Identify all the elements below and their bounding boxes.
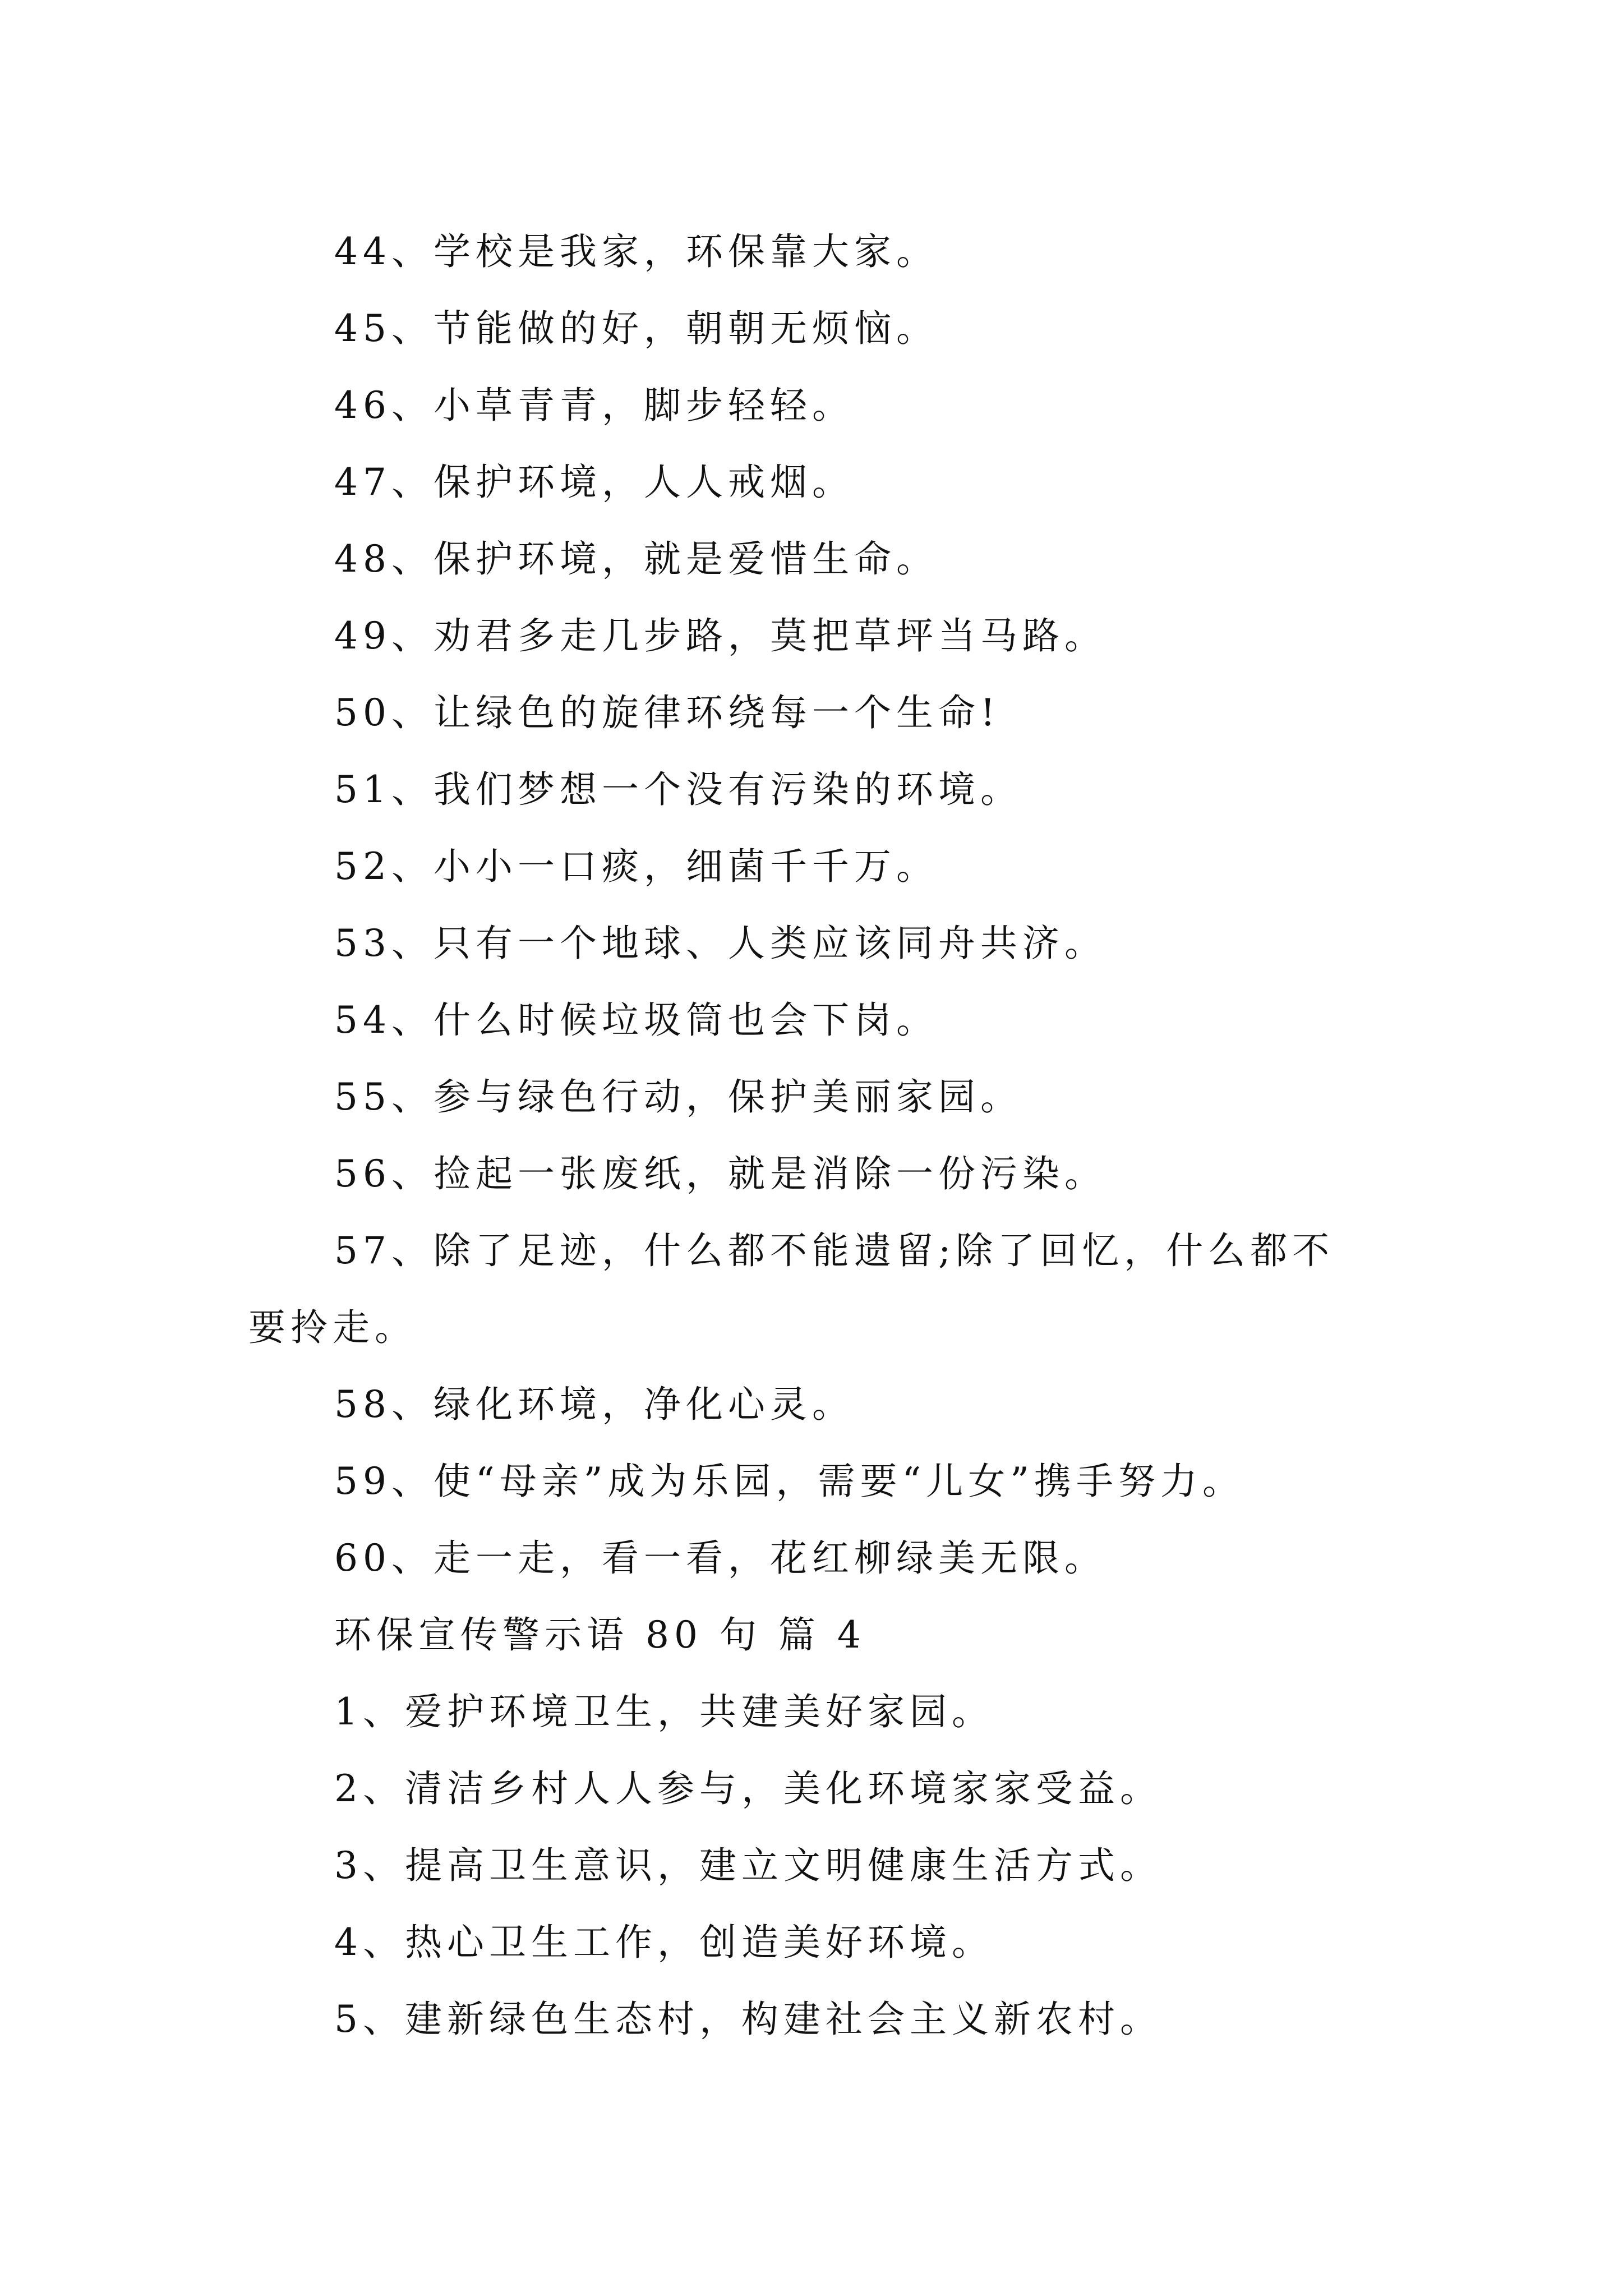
list-item-continuation: 要拎走。 <box>248 1306 417 1349</box>
list-item: 59、使“母亲”成为乐园，需要“儿女”携手努力。 <box>334 1460 1244 1503</box>
list-item: 60、走一走，看一看，花红柳绿美无限。 <box>334 1536 1106 1580</box>
list-item: 4、热心卫生工作，创造美好环境。 <box>334 1921 994 1964</box>
list-item: 52、小小一口痰，细菌千千万。 <box>334 845 938 888</box>
list-item: 48、保护环境，就是爱惜生命。 <box>334 537 938 581</box>
list-item: 44、学校是我家，环保靠大家。 <box>334 230 938 273</box>
list-item: 54、什么时候垃圾筒也会下岗。 <box>334 999 938 1042</box>
list-item: 5、建新绿色生态村，构建社会主义新农村。 <box>334 1998 1162 2041</box>
list-item: 50、让绿色的旋律环绕每一个生命! <box>334 691 1000 734</box>
slogan-list <box>248 213 1393 2058</box>
list-item: 47、保护环境，人人戒烟。 <box>334 461 854 504</box>
list-item: 55、参与绿色行动，保护美丽家园。 <box>334 1075 1022 1119</box>
list-item: 49、劝君多走几步路，莫把草坪当马路。 <box>334 614 1106 657</box>
list-item: 58、绿化环境，净化心灵。 <box>334 1383 854 1426</box>
list-item: 46、小草青青，脚步轻轻。 <box>334 384 854 427</box>
list-item: 56、捡起一张废纸，就是消除一份污染。 <box>334 1152 1106 1195</box>
list-item: 45、节能做的好，朝朝无烦恼。 <box>334 307 938 350</box>
list-item: 57、除了足迹，什么都不能遗留;除了回忆，什么都不 <box>334 1229 1335 1272</box>
list-item: 51、我们梦想一个没有污染的环境。 <box>334 768 1022 811</box>
list-item: 3、提高卫生意识，建立文明健康生活方式。 <box>334 1844 1162 1887</box>
section-heading: 环保宣传警示语 80 句 篇 4 <box>334 1613 866 1657</box>
list-item: 53、只有一个地球、人类应该同舟共济。 <box>334 922 1106 965</box>
list-item: 2、清洁乡村人人参与，美化环境家家受益。 <box>334 1767 1162 1810</box>
list-item: 1、爱护环境卫生，共建美好家园。 <box>334 1690 994 1733</box>
